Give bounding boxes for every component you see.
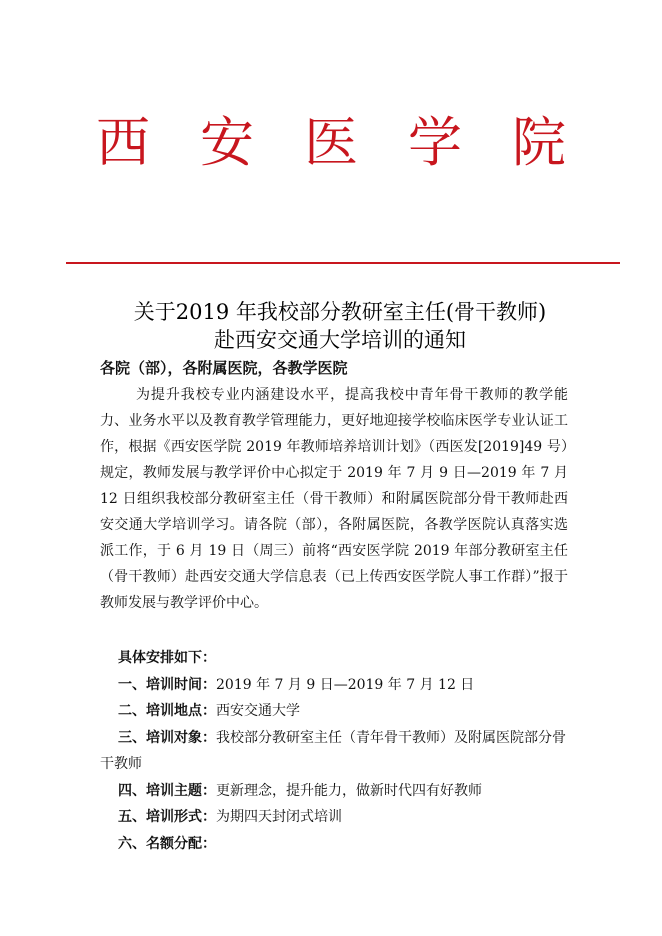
list-item [100,645,568,672]
item-label: 五、培训形式： [118,809,216,825]
document-title [60,298,620,354]
letterhead-char: 西 [96,111,150,174]
item-label: 具体安排如下： [118,650,216,666]
item-label: 六、名额分配： [118,835,216,852]
letterhead-char: 安 [200,111,254,174]
item-value: 更新理念，提升能力，做新时代四有好教师 [216,782,482,799]
addressee: 各院（部），各附属医院，各教学医院 [100,359,348,377]
list-item [100,804,568,831]
document-title-line-1: 关于2019 年我校部分教研室主任(骨干教师) [133,300,547,324]
letterhead-char: 医 [304,111,358,174]
arrangement-list [100,645,568,857]
item-label: 三、培训对象： [118,729,216,746]
letterhead-divider [66,262,620,264]
item-value: 西安交通大学 [216,703,300,719]
list-item [100,725,568,778]
item-label: 四、培训主题： [118,782,216,799]
list-item [100,831,568,858]
list-item [100,778,568,805]
body-paragraph: 为提升我校专业内涵建设水平，提高我校中青年骨干教师的教学能力、业务水平以及教育教学管理能力，更好地迎接学校临床医学专业认证工作，根据《西安医学院 2019 年教师培养培训计划》（西医发[2019]49 号）规定，教师发展与教学评价中心拟定于 2019 年 7 月 9 日—2019 年 7 月 12 日组织我校部分教研室主任（骨干教师）和附属医院部分骨干教师赴西安交通大学培训学习。请各院（部），各附属医院，各教学医院认真落实选派工作，于 6 月 19 日（周三）前将“西安医学院 2019 年部分教研室主任（骨干教师）赴西安交通大学信息表（已上传西安医学院人事工作群）”报于教师发展与教学评价中心。 [100,387,568,611]
letterhead-char: 学 [408,111,462,174]
item-label: 二、培训地点： [118,703,216,719]
list-item [100,698,568,725]
item-value: 我校部分教研室主任（青年骨干教师）及附属医院部分骨干教师 [100,729,566,772]
letterhead-char: 院 [512,111,566,174]
item-value: 2019 年 7 月 9 日—2019 年 7 月 12 日 [216,676,475,693]
document-title-line-2: 赴西安交通大学培训的通知 [214,328,466,352]
item-label: 一、培训时间： [118,676,216,693]
item-value: 为期四天封闭式培训 [216,809,342,825]
letterhead-title [96,112,566,174]
list-item [100,672,568,699]
